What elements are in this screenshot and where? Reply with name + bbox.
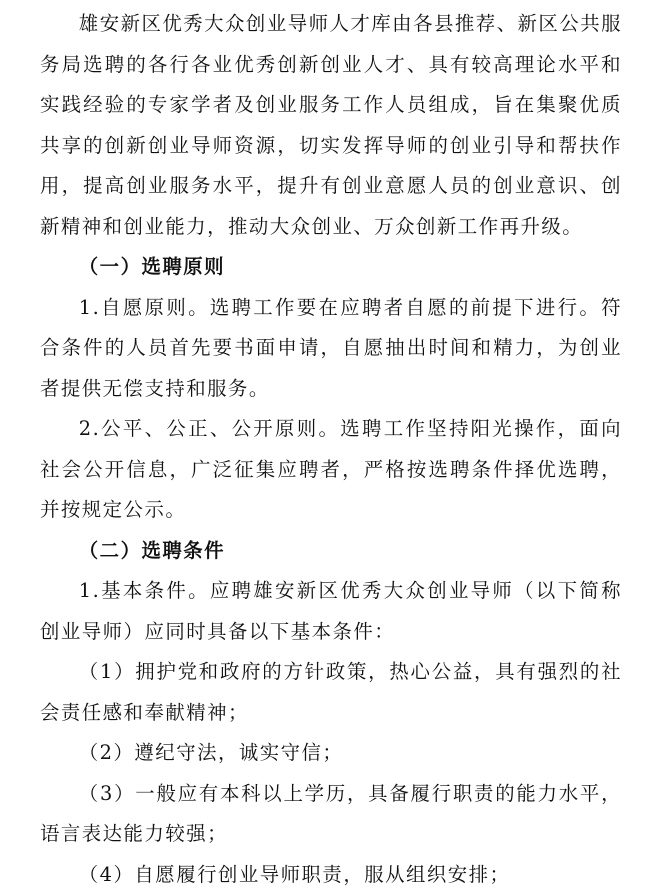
condition-item-4: （4）自愿履行创业导师职责，服从组织安排； (40, 855, 622, 895)
condition-item-1: （1）拥护党和政府的方针政策，热心公益，具有强烈的社会责任感和奉献精神； (40, 652, 622, 733)
document-body (40, 4, 622, 895)
condition-basic: 1.基本条件。应聘雄安新区优秀大众创业导师（以下简称创业导师）应同时具备以下基本条件： (40, 571, 622, 652)
section-heading-conditions: （二）选聘条件 (40, 531, 622, 572)
principle-voluntary: 1.自愿原则。选聘工作要在应聘者自愿的前提下进行。符合条件的人员首先要书面申请，自愿抽出时间和精力，为创业者提供无偿支持和服务。 (40, 288, 622, 410)
principle-fairness: 2.公平、公正、公开原则。选聘工作坚持阳光操作，面向社会公开信息，广泛征集应聘者，严格按选聘条件择优选聘，并按规定公示。 (40, 409, 622, 531)
intro-paragraph: 雄安新区优秀大众创业导师人才库由各县推荐、新区公共服务局选聘的各行各业优秀创新创业人才、具有较高理论水平和实践经验的专家学者及创业服务工作人员组成，旨在集聚优质共享的创新创业导师资源，切实发挥导师的创业引导和帮扶作用，提高创业服务水平，提升有创业意愿人员的创业意识、创新精神和创业能力，推动大众创业、万众创新工作再升级。 (40, 4, 622, 247)
condition-item-2: （2）遵纪守法，诚实守信； (40, 733, 622, 774)
condition-item-3: （3）一般应有本科以上学历，具备履行职责的能力水平，语言表达能力较强； (40, 774, 622, 855)
section-heading-principles: （一）选聘原则 (40, 247, 622, 288)
